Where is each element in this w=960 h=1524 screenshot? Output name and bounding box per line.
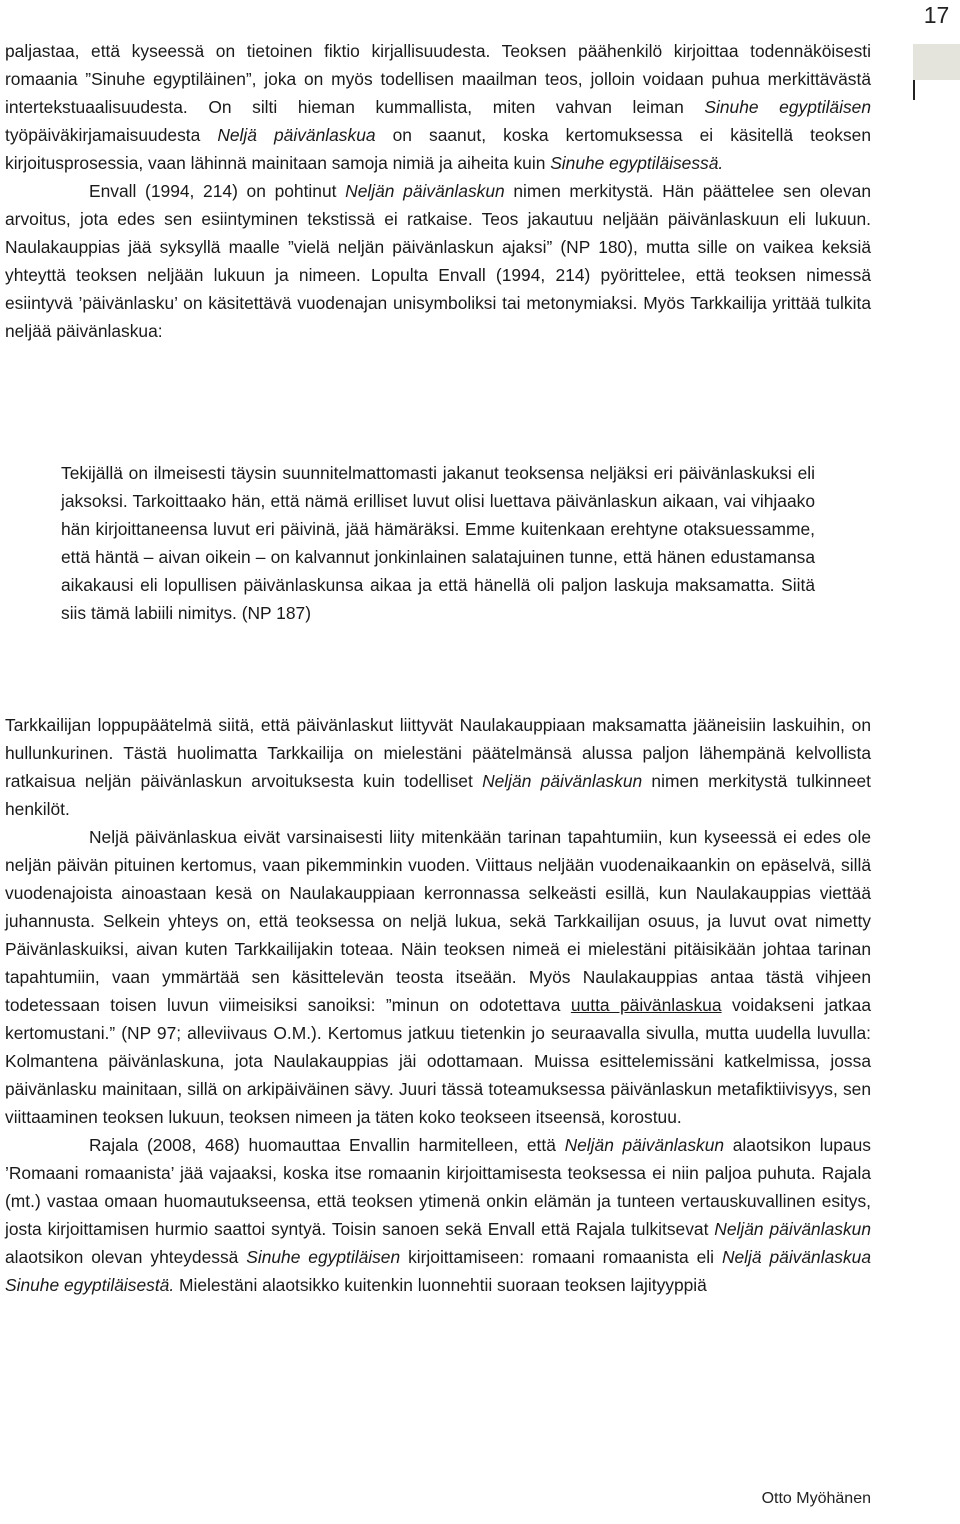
page-tab-marker bbox=[913, 44, 960, 80]
block-quote bbox=[61, 459, 815, 627]
italic-title: Neljän päivänlaskun bbox=[345, 181, 505, 201]
quote-text: Tekijällä on ilmeisesti täysin suunnitelmattomasti jakanut teoksensa neljäksi eri päivänlaskuksi eli jaksoksi. Tarkoittaako hän, että nämä erilliset luvut olisi luettava päivänlaskun aikaan, vai vihjaako hän kirjoittaneensa luvut eri päivinä, jää hämäräksi. Emme kuitenkaan erehtyne otaksuessamme, että häntä – aivan oikein – on kalvannut jonkinlainen salatajuinen tunne, että hänen edustamansa aikakausi eli lopullisen päivänlaskunsa aikaa ja että hänellä oli paljon laskuja maksamatta. Siitä siis tämä labiili nimitys. (NP 187) bbox=[61, 463, 815, 623]
page-tab-rule bbox=[913, 80, 915, 100]
paragraph-3: Tarkkailijan loppupäätelmä siitä, että päivänlaskut liittyvät Naulakauppiaan maksamatta jääneisiin laskuihin, on hullunkurinen. Tästä huolimatta Tarkkailija on mielestäni päätelmänsä alussa paljon lähempänä kelvollista ratkaisua neljän päivänlaskun arvoituksesta kuin todelliset Neljän päivänlaskun nimen merkitystä tulkinneet henkilöt. bbox=[5, 715, 872, 819]
italic-title: Neljän päivänlaskun bbox=[714, 1219, 872, 1239]
body-section-top bbox=[5, 37, 871, 345]
paragraph-1: paljastaa, että kyseessä on tietoinen fiktio kirjallisuudesta. Teoksen päähenkilö kirjoittaa todennäköisesti romaania ”Sinuhe egyptiläinen”, joka on myös todellisen maailman teos, jolloin voidaan puhua merkittävästä intertekstuaalisuudesta. On silti hieman kummallista, miten vahvan leiman Sinuhe egyptiläisen työpäiväkirjamaisuudesta Neljä päivänlaskua on saanut, koska kertomuksessa ei käsitellä teoksen kirjoitusprosessia, vaan lähinnä mainitaan samoja nimiä ja aiheita kuin Sinuhe egyptiläisessä. bbox=[5, 41, 872, 173]
italic-title: Sinuhe egyptiläisessä. bbox=[550, 153, 724, 173]
paragraph-2: Envall (1994, 214) on pohtinut Neljän päivänlaskun nimen merkitystä. Hän päättelee sen olevan arvoitus, jota edes sen esiintyminen tekstissä ei ratkaise. Teos jakautuu neljään päivänlaskuun eli lukuun. Naulakauppias jää syksyllä maalle ”vielä neljän päivänlaskun ajaksi” (NP 180), mutta sille on vaikea keksiä yhteyttä teoksen neljään lukuun ja nimeen. Lopulta Envall (1994, 214) pyörittelee, että teoksen nimessä esiintyvä ’päivänlasku’ on käsitettävä vuodenajan unisymboliksi tai metonymiaksi. Myös Tarkkailija yrittää tulkita neljää päivänlaskua: bbox=[5, 181, 872, 341]
page-number: 17 bbox=[923, 2, 950, 28]
italic-title: Sinuhe egyptiläisen bbox=[704, 97, 872, 117]
italic-title: Neljän päivänlaskun bbox=[564, 1135, 725, 1155]
italic-title: Neljän päivänlaskun bbox=[482, 771, 643, 791]
italic-title: Sinuhe egyptiläisen bbox=[246, 1247, 401, 1267]
paragraph-4: Neljä päivänlaskua eivät varsinaisesti liity mitenkään tarinan tapahtumiin, kun kyseessä ei edes ole neljän päivän pituinen kertomus, vaan pikemminkin vuoden. Viittaus neljään vuodenaikaankin on epäselvä, sillä vuodenajoista ainoastaan kesä on Naulakauppiaan kerronnassa selkeästi esillä, kun Naulakauppias viettää juhannusta. Selkein yhteys on, että teoksessa on neljä lukua, sekä Tarkkailijan osuus, ja luvut ovat nimetty Päivänlaskuiksi, aivan kuten Tarkkailijakin toteaa. Näin teoksen nimeä ei mielestäni pitäisikään johtaa tarinan tapahtumiin, vaan ymmärtää sen käsittelevän teosta itseään. Myös Naulakauppias antaa tästä vihjeen todetessaan toisen luvun viimeisiksi sanoiksi: ”minun on odotettava uutta päivänlaskua voidakseni jatkaa kertomustani.” (NP 97; alleviivaus O.M.). Kertomus jatkuu tietenkin jo seuraavalla sivulla, mutta uudella luvulla: Kolmantena päivänlaskuna, jota Naulakauppias jäi odottamaan. Muissa esittelemissäni katkelmissa, jossa päivänlasku mainitaan, sillä on arkipäiväinen sävy. Juuri tässä toteamuksessa päivänlaskun metafiktiivisyys, sen viittaaminen teoksen lukuun, teoksen nimeen ja täten koko teokseen itseensä, korostuu. bbox=[5, 827, 871, 1127]
italic-title: Neljä päivänlaskua Sinuhe egyptiläisestä. bbox=[5, 1247, 871, 1295]
author-footer: Otto Myöhänen bbox=[761, 1490, 871, 1507]
underlined-phrase: uutta päivänlaskua bbox=[570, 995, 722, 1015]
italic-title: Neljä päivänlaskua bbox=[217, 125, 376, 145]
body-section-bottom bbox=[5, 711, 871, 1299]
paragraph-5: Rajala (2008, 468) huomauttaa Envallin harmitelleen, että Neljän päivänlaskun alaotsikon lupaus ’Romaani romaanista’ jää vajaaksi, koska itse romaanin kirjoittamisesta teoksessa ei niin paljoa puhuta. Rajala (mt.) vastaa omaan huomautukseensa, että teoksen ytimenä onkin elämän ja tunteen vertauskuvallinen esitys, josta kirjoittamisen hurmio saattoi syntyä. Toisin sanoen sekä Envall että Rajala tulkitsevat Neljän päivänlaskun alaotsikon olevan yhteydessä Sinuhe egyptiläisen kirjoittamiseen: romaani romaanista eli Neljä päivänlaskua Sinuhe egyptiläisestä. Mielestäni alaotsikko kuitenkin luonnehtii suoraan teoksen lajityyppiä bbox=[5, 1135, 872, 1295]
